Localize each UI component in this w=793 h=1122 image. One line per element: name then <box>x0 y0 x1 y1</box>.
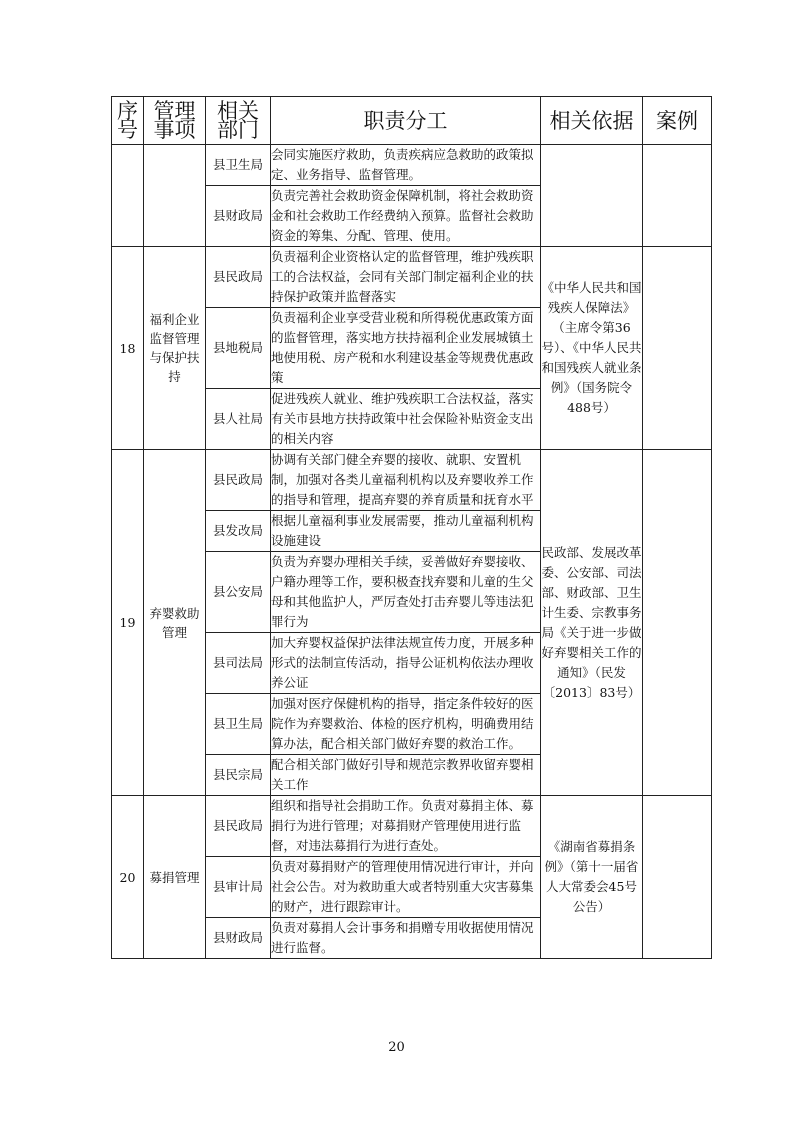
row-dept: 县公安局 <box>206 552 271 633</box>
row-seq: 20 <box>112 796 144 959</box>
row-case <box>643 145 712 247</box>
table-row <box>112 247 712 308</box>
row-dept: 县审计局 <box>206 857 271 918</box>
row-dept: 县发改局 <box>206 511 271 552</box>
row-dept: 县民政局 <box>206 796 271 857</box>
row-item <box>144 145 206 247</box>
row-seq: 19 <box>112 450 144 796</box>
row-case <box>643 450 712 796</box>
row-dept: 县民政局 <box>206 247 271 308</box>
header-duty: 职责分工 <box>271 97 541 145</box>
header-seq: 序号 <box>112 97 144 145</box>
row-basis: 《湖南省募捐条例》（第十一届省人大常委会45号公告） <box>541 796 643 959</box>
row-dept: 县财政局 <box>206 918 271 959</box>
header-item: 管理事项 <box>144 97 206 145</box>
row-duty: 负责对募捐人会计事务和捐赠专用收据使用情况进行监督。 <box>271 918 541 959</box>
row-duty: 加大弃婴权益保护法律法规宣传力度，开展多种形式的法制宣传活动，指导公证机构依法办理收养公证 <box>271 633 541 694</box>
row-duty: 协调有关部门健全弃婴的接收、就职、安置机制，加强对各类儿童福利机构以及弃婴收养工作的指导和管理，提高弃婴的养育质量和抚育水平 <box>271 450 541 511</box>
row-dept: 县地税局 <box>206 308 271 389</box>
row-case <box>643 247 712 450</box>
header-basis: 相关依据 <box>541 97 643 145</box>
table-row <box>112 450 712 511</box>
table-row <box>112 145 712 186</box>
row-duty: 组织和指导社会捐助工作。负责对募捐主体、募捐行为进行管理；对募捐财产管理使用进行监督，对违法募捐行为进行查处。 <box>271 796 541 857</box>
row-dept: 县卫生局 <box>206 145 271 186</box>
row-duty: 负责福利企业资格认定的监督管理，维护残疾职工的合法权益，会同有关部门制定福利企业的扶持保护政策并监督落实 <box>271 247 541 308</box>
page-number: 20 <box>388 1040 405 1055</box>
header-row <box>112 97 712 145</box>
header-case: 案例 <box>643 97 712 145</box>
row-item: 募捐管理 <box>144 796 206 959</box>
row-duty: 会同实施医疗救助，负责疾病应急救助的政策拟定、业务指导、监督管理。 <box>271 145 541 186</box>
row-duty: 负责对募捐财产的管理使用情况进行审计，并向社会公告。对为救助重大或者特别重大灾害募集的财产，进行跟踪审计。 <box>271 857 541 918</box>
row-basis: 民政部、发展改革委、公安部、司法部、财政部、卫生计生委、宗教事务局《关于进一步做好弃婴相关工作的通知》（民发〔2013〕83号） <box>541 450 643 796</box>
row-duty: 负责完善社会救助资金保障机制，将社会救助资金和社会救助工作经费纳入预算。监督社会救助资金的筹集、分配、管理、使用。 <box>271 186 541 247</box>
row-dept: 县卫生局 <box>206 694 271 755</box>
row-duty: 根据儿童福利事业发展需要，推动儿童福利机构设施建设 <box>271 511 541 552</box>
row-seq: 18 <box>112 247 144 450</box>
responsibility-table <box>111 96 712 959</box>
row-basis: 《中华人民共和国残疾人保障法》（主席令第36号）、《中华人民共和国残疾人就业条例》（国务院令488号） <box>541 247 643 450</box>
row-duty: 配合相关部门做好引导和规范宗教界收留弃婴相关工作 <box>271 755 541 796</box>
row-dept: 县民政局 <box>206 450 271 511</box>
row-item: 福利企业监督管理与保护扶持 <box>144 247 206 450</box>
row-dept: 县司法局 <box>206 633 271 694</box>
row-duty: 促进残疾人就业、维护残疾职工合法权益，落实有关市县地方扶持政策中社会保险补贴资金支出的相关内容 <box>271 389 541 450</box>
header-dept: 相关部门 <box>206 97 271 145</box>
row-duty: 负责为弃婴办理相关手续，妥善做好弃婴接收、户籍办理等工作，要积极查找弃婴和儿童的生父母和其他监护人，严厉查处打击弃婴儿等违法犯罪行为 <box>271 552 541 633</box>
row-case <box>643 796 712 959</box>
row-basis <box>541 145 643 247</box>
row-seq <box>112 145 144 247</box>
row-item: 弃婴救助管理 <box>144 450 206 796</box>
row-dept: 县民宗局 <box>206 755 271 796</box>
row-dept: 县财政局 <box>206 186 271 247</box>
table-row <box>112 796 712 857</box>
row-duty: 加强对医疗保健机构的指导，指定条件较好的医院作为弃婴救治、体检的医疗机构，明确费用结算办法，配合相关部门做好弃婴的救治工作。 <box>271 694 541 755</box>
row-dept: 县人社局 <box>206 389 271 450</box>
row-duty: 负责福利企业享受营业税和所得税优惠政策方面的监督管理，落实地方扶持福利企业发展城镇土地使用税、房产税和水利建设基金等规费优惠政策 <box>271 308 541 389</box>
